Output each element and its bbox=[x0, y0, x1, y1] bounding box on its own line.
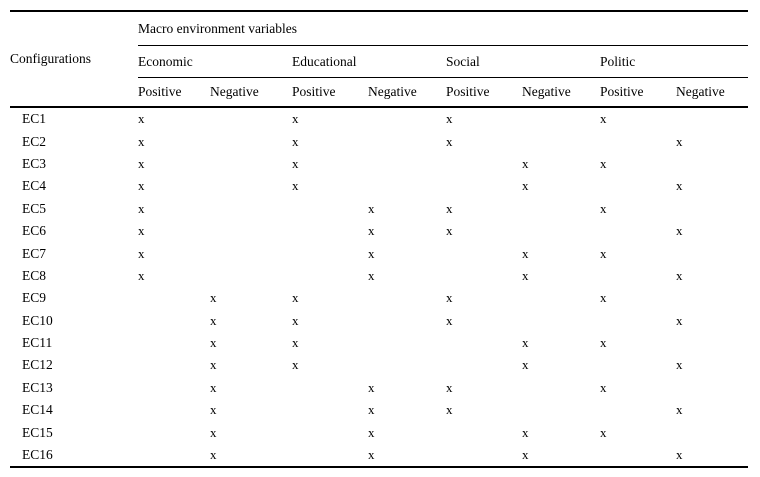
mark-cell: x bbox=[676, 267, 683, 283]
mark-cell bbox=[522, 310, 600, 332]
mark-cell: x bbox=[600, 290, 607, 306]
mark-cell: x bbox=[446, 312, 453, 328]
mark-cell: x bbox=[676, 444, 748, 467]
mark-cell: x bbox=[138, 178, 145, 194]
mark-cell: x bbox=[446, 379, 453, 395]
mark-cell bbox=[446, 332, 522, 354]
category-header-social: Social bbox=[446, 46, 600, 78]
subheader-educational-negative: Negative bbox=[368, 78, 446, 108]
mark-cell bbox=[368, 175, 446, 197]
mark-cell bbox=[368, 130, 446, 152]
row-label: EC7 bbox=[22, 245, 47, 261]
mark-cell: x bbox=[522, 245, 529, 261]
mark-cell: x bbox=[210, 424, 217, 440]
mark-cell: x bbox=[292, 133, 299, 149]
mark-cell: x bbox=[446, 200, 453, 216]
mark-cell bbox=[522, 220, 600, 242]
mark-cell bbox=[676, 377, 748, 399]
table-row bbox=[10, 287, 748, 309]
mark-cell bbox=[600, 175, 676, 197]
mark-cell bbox=[292, 265, 368, 287]
category-header-educational: Educational bbox=[292, 46, 446, 78]
subheader-politic-negative: Negative bbox=[676, 78, 748, 108]
mark-cell bbox=[600, 399, 676, 421]
mark-cell bbox=[368, 153, 446, 175]
mark-cell bbox=[600, 220, 676, 242]
row-label: EC9 bbox=[22, 290, 47, 306]
table-row bbox=[10, 377, 748, 399]
mark-cell bbox=[210, 265, 292, 287]
mark-cell: x bbox=[368, 245, 375, 261]
mark-cell: x bbox=[138, 155, 145, 171]
mark-cell bbox=[210, 153, 292, 175]
mark-cell: x bbox=[600, 111, 607, 127]
mark-cell bbox=[522, 377, 600, 399]
row-label: EC11 bbox=[22, 335, 53, 351]
mark-cell: x bbox=[600, 335, 607, 351]
mark-cell bbox=[522, 399, 600, 421]
mark-cell bbox=[446, 444, 522, 467]
mark-cell bbox=[292, 399, 368, 421]
mark-cell bbox=[676, 287, 748, 309]
mark-cell bbox=[292, 421, 368, 443]
mark-cell: x bbox=[600, 424, 607, 440]
mark-cell: x bbox=[210, 357, 217, 373]
mark-cell: x bbox=[292, 178, 299, 194]
mark-cell bbox=[292, 444, 368, 467]
mark-cell: x bbox=[138, 223, 145, 239]
mark-cell: x bbox=[368, 223, 375, 239]
mark-cell bbox=[210, 198, 292, 220]
mark-cell: x bbox=[368, 200, 375, 216]
table-row bbox=[10, 399, 748, 421]
mark-cell: x bbox=[292, 155, 299, 171]
table-row bbox=[10, 175, 748, 197]
mark-cell bbox=[446, 421, 522, 443]
mark-cell: x bbox=[210, 444, 292, 467]
mark-cell bbox=[368, 332, 446, 354]
mark-cell bbox=[676, 242, 748, 264]
mark-cell bbox=[600, 354, 676, 376]
header-row-group bbox=[10, 11, 748, 46]
mark-cell bbox=[446, 354, 522, 376]
mark-cell: x bbox=[368, 402, 375, 418]
mark-cell: x bbox=[676, 312, 683, 328]
row-label: EC2 bbox=[22, 133, 47, 149]
macro-variables-header: Macro environment variables bbox=[138, 11, 748, 46]
mark-cell bbox=[138, 399, 210, 421]
mark-cell bbox=[368, 310, 446, 332]
mark-cell: x bbox=[522, 267, 529, 283]
mark-cell: x bbox=[446, 290, 453, 306]
mark-cell bbox=[600, 310, 676, 332]
mark-cell bbox=[676, 153, 748, 175]
mark-cell: x bbox=[138, 245, 145, 261]
mark-cell: x bbox=[292, 290, 299, 306]
mark-cell: x bbox=[522, 357, 529, 373]
row-label: EC10 bbox=[22, 312, 53, 328]
row-label: EC13 bbox=[22, 379, 53, 395]
mark-cell: x bbox=[522, 335, 529, 351]
mark-cell bbox=[676, 198, 748, 220]
subheader-social-negative: Negative bbox=[522, 78, 600, 108]
mark-cell: x bbox=[368, 379, 375, 395]
row-label: EC1 bbox=[22, 111, 47, 127]
mark-cell: x bbox=[292, 111, 299, 127]
mark-cell: x bbox=[446, 111, 453, 127]
table-row bbox=[10, 265, 748, 287]
mark-cell bbox=[210, 220, 292, 242]
mark-cell: x bbox=[676, 178, 683, 194]
row-label: EC6 bbox=[22, 223, 47, 239]
configurations-header: Configurations bbox=[10, 11, 138, 107]
mark-cell: x bbox=[368, 424, 375, 440]
table-row bbox=[10, 354, 748, 376]
table-row bbox=[10, 332, 748, 354]
mark-cell bbox=[138, 332, 210, 354]
mark-cell: x bbox=[210, 312, 217, 328]
mark-cell: x bbox=[676, 133, 683, 149]
mark-cell: x bbox=[446, 133, 453, 149]
mark-cell: x bbox=[138, 133, 145, 149]
mark-cell: x bbox=[600, 245, 607, 261]
table-row bbox=[10, 153, 748, 175]
table-row bbox=[10, 444, 748, 467]
mark-cell bbox=[138, 310, 210, 332]
mark-cell bbox=[292, 242, 368, 264]
mark-cell bbox=[600, 444, 676, 467]
subheader-social-positive: Positive bbox=[446, 78, 522, 108]
mark-cell bbox=[600, 265, 676, 287]
mark-cell bbox=[676, 332, 748, 354]
mark-cell: x bbox=[210, 402, 217, 418]
mark-cell: x bbox=[676, 223, 683, 239]
subheader-economic-positive: Positive bbox=[138, 78, 210, 108]
table-row bbox=[10, 421, 748, 443]
mark-cell: x bbox=[600, 155, 607, 171]
category-header-politic: Politic bbox=[600, 46, 748, 78]
mark-cell bbox=[676, 107, 748, 130]
mark-cell: x bbox=[138, 200, 145, 216]
mark-cell: x bbox=[292, 357, 299, 373]
mark-cell: x bbox=[210, 290, 217, 306]
row-label: EC3 bbox=[22, 155, 47, 171]
row-label: EC12 bbox=[22, 357, 53, 373]
mark-cell bbox=[210, 130, 292, 152]
subheader-economic-negative: Negative bbox=[210, 78, 292, 108]
mark-cell bbox=[368, 287, 446, 309]
table-body bbox=[10, 107, 748, 467]
mark-cell: x bbox=[368, 444, 446, 467]
mark-cell bbox=[210, 107, 292, 130]
table-row bbox=[10, 310, 748, 332]
mark-cell: x bbox=[292, 335, 299, 351]
mark-cell: x bbox=[522, 178, 529, 194]
mark-cell bbox=[292, 220, 368, 242]
mark-cell bbox=[210, 242, 292, 264]
mark-cell: x bbox=[292, 312, 299, 328]
page bbox=[0, 10, 760, 477]
mark-cell: x bbox=[600, 200, 607, 216]
mark-cell bbox=[138, 354, 210, 376]
subheader-politic-positive: Positive bbox=[600, 78, 676, 108]
mark-cell: x bbox=[138, 111, 145, 127]
mark-cell bbox=[138, 377, 210, 399]
mark-cell: x bbox=[676, 357, 683, 373]
mark-cell: x bbox=[210, 379, 217, 395]
mark-cell bbox=[292, 198, 368, 220]
row-label: EC5 bbox=[22, 200, 47, 216]
mark-cell bbox=[446, 242, 522, 264]
mark-cell: x bbox=[446, 402, 453, 418]
subheader-educational-positive: Positive bbox=[292, 78, 368, 108]
table-row bbox=[10, 198, 748, 220]
configurations-table bbox=[10, 10, 748, 468]
mark-cell bbox=[522, 287, 600, 309]
mark-cell: x bbox=[522, 424, 529, 440]
table-row bbox=[10, 220, 748, 242]
mark-cell bbox=[138, 444, 210, 467]
category-header-economic: Economic bbox=[138, 46, 292, 78]
mark-cell bbox=[138, 421, 210, 443]
mark-cell bbox=[522, 130, 600, 152]
mark-cell: x bbox=[522, 444, 600, 467]
mark-cell bbox=[522, 198, 600, 220]
table-row bbox=[10, 130, 748, 152]
mark-cell bbox=[446, 175, 522, 197]
row-label: EC16 bbox=[10, 444, 138, 467]
row-label: EC15 bbox=[22, 424, 53, 440]
row-label: EC14 bbox=[22, 402, 53, 418]
mark-cell: x bbox=[368, 267, 375, 283]
mark-cell bbox=[368, 107, 446, 130]
table-row bbox=[10, 107, 748, 130]
mark-cell bbox=[522, 107, 600, 130]
mark-cell: x bbox=[676, 402, 683, 418]
mark-cell bbox=[210, 175, 292, 197]
mark-cell: x bbox=[522, 155, 529, 171]
row-label: EC4 bbox=[22, 178, 47, 194]
mark-cell: x bbox=[138, 267, 145, 283]
mark-cell: x bbox=[210, 335, 217, 351]
mark-cell bbox=[446, 153, 522, 175]
mark-cell bbox=[292, 377, 368, 399]
mark-cell bbox=[138, 287, 210, 309]
mark-cell bbox=[368, 354, 446, 376]
mark-cell: x bbox=[600, 379, 607, 395]
table-row bbox=[10, 242, 748, 264]
row-label: EC8 bbox=[22, 267, 47, 283]
mark-cell bbox=[676, 421, 748, 443]
mark-cell bbox=[446, 265, 522, 287]
mark-cell bbox=[600, 130, 676, 152]
mark-cell: x bbox=[446, 223, 453, 239]
